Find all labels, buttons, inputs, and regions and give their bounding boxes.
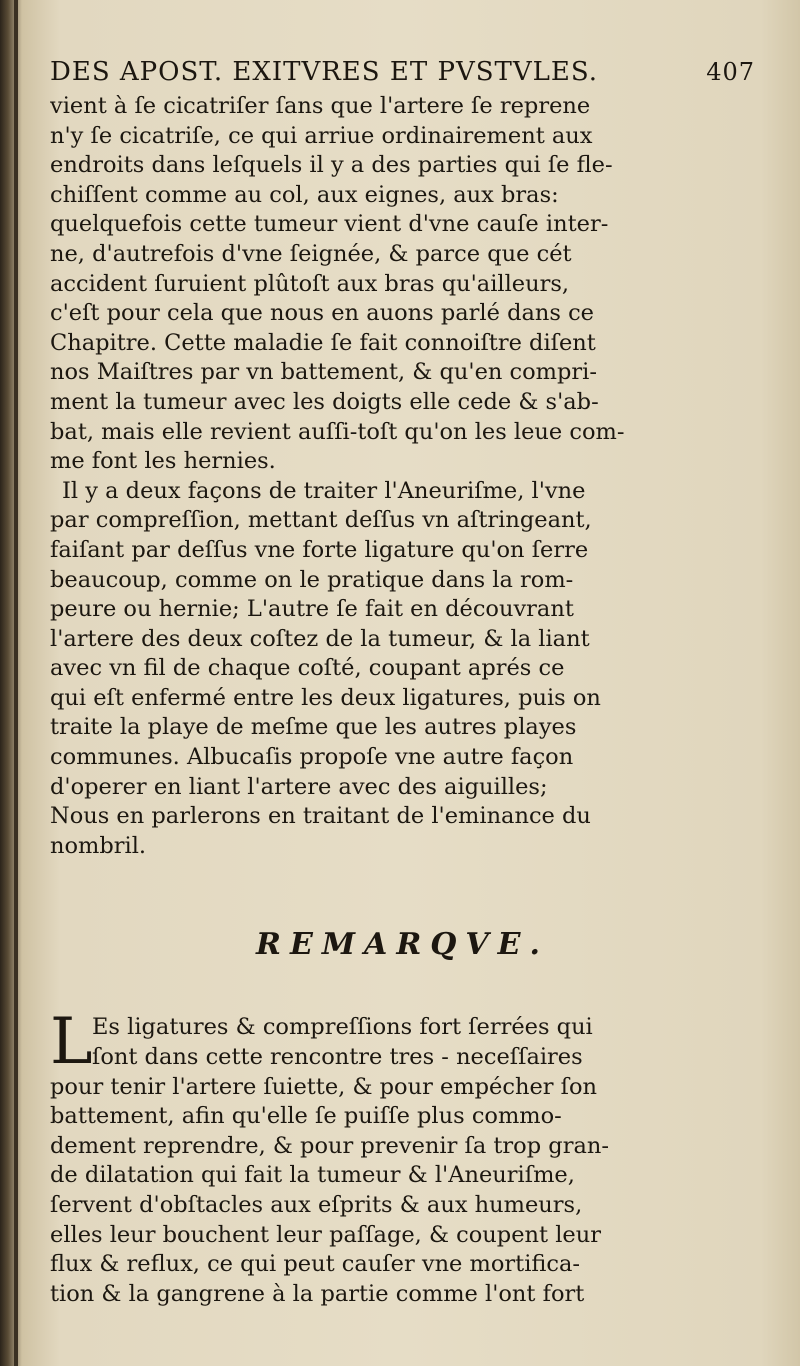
text-line: n'y ſe cicatriſe, ce qui arriue ordinairement aux — [50, 122, 593, 149]
text-line: Es ligatures & compreſſions fort ſerrées qui — [92, 1014, 593, 1041]
text-line: beaucoup, comme on le pratique dans la rom- — [50, 566, 574, 593]
text-line: ſervent d'obſtacles aux eſprits & aux humeurs, — [50, 1192, 583, 1218]
binding-gutter — [14, 0, 18, 1366]
text-line: ſont dans cette rencontre tres - neceſſaires — [92, 1044, 583, 1071]
text-line: par compreſſion, mettant deſſus vn aſtringeant, — [50, 507, 592, 534]
text-line: Il y a deux façons de traiter l'Aneuriſme, l'vne — [62, 477, 586, 504]
text-line: Chapitre. Cette maladie ſe fait connoiſtre diſent — [50, 329, 596, 356]
text-line: nombril. — [50, 832, 147, 859]
text-line: avec vn fil de chaque coſté, coupant aprés ce — [50, 655, 565, 682]
page-content — [50, 52, 755, 1309]
text-line: qui eſt enfermé entre les deux ligatures, puis on — [50, 684, 601, 711]
page-number: 407 — [706, 58, 755, 86]
running-head — [50, 52, 755, 92]
text-line: pour tenir l'artere ſuiette, & pour empécher ſon — [50, 1073, 598, 1100]
text-line: bat, mais elle revient auſſi-toſt qu'on les leue com- — [50, 418, 625, 445]
text-line: battement, afin qu'elle ſe puiſſe plus commo- — [50, 1103, 562, 1130]
text-line: elles leur bouchent leur paſſage, & coupent leur — [50, 1221, 601, 1248]
text-line: l'artere des deux coſtez de la tumeur, & la liant — [50, 625, 590, 652]
text-line: ment la tumeur avec les doigts elle cede & s'ab- — [50, 388, 599, 415]
text-line: peure ou hernie; L'autre ſe fait en découvrant — [50, 596, 574, 623]
text-line: flux & reflux, ce qui peut cauſer vne mortifica- — [50, 1251, 581, 1278]
text-line: chiſſent comme au col, aux eignes, aux bras: — [50, 181, 559, 208]
text-line: quelquefois cette tumeur vient d'vne cauſe inter- — [50, 211, 609, 238]
text-line: dement reprendre, & pour prevenir ſa trop gran- — [50, 1132, 609, 1159]
remarque-paragraph — [50, 1005, 755, 1309]
text-line: traite la playe de meſme que les autres playes — [50, 714, 577, 741]
text-line: communes. Albucaſis propoſe vne autre façon — [50, 744, 574, 771]
text-line: accident ſuruient plûtoſt aux bras qu'ailleurs, — [50, 270, 570, 297]
text-line: faiſant par deſſus vne forte ligature qu'on ſerre — [50, 536, 589, 563]
text-line: vient à ſe cicatriſer ſans que l'artere ſe reprene — [50, 93, 591, 119]
text-line: Nous en parlerons en traitant de l'eminance du — [50, 803, 591, 830]
paragraph-2 — [50, 477, 755, 862]
text-line: nos Maiſtres par vn battement, & qu'en compri- — [50, 359, 597, 386]
paragraph-1 — [50, 92, 755, 477]
text-line: me font les hernies. — [50, 448, 276, 475]
text-line: de dilatation qui fait la tumeur & l'Aneuriſme, — [50, 1162, 575, 1189]
text-line: endroits dans leſquels il y a des parties qui ſe fle- — [50, 152, 613, 179]
drop-cap: L — [50, 1005, 93, 1080]
section-heading: REMARQVE. — [256, 927, 549, 963]
text-line: c'eſt pour cela que nous en auons parlé dans ce — [50, 300, 594, 327]
text-line: d'operer en liant l'artere avec des aiguilles; — [50, 773, 548, 800]
running-head-title: DES APOST. EXITVRES ET PVSTVLES. — [50, 57, 599, 87]
text-line: tion & la gangrene à la partie comme l'ont fort — [50, 1280, 585, 1307]
text-line: ne, d'autrefois d'vne ſeignée, & parce que cét — [50, 240, 572, 267]
